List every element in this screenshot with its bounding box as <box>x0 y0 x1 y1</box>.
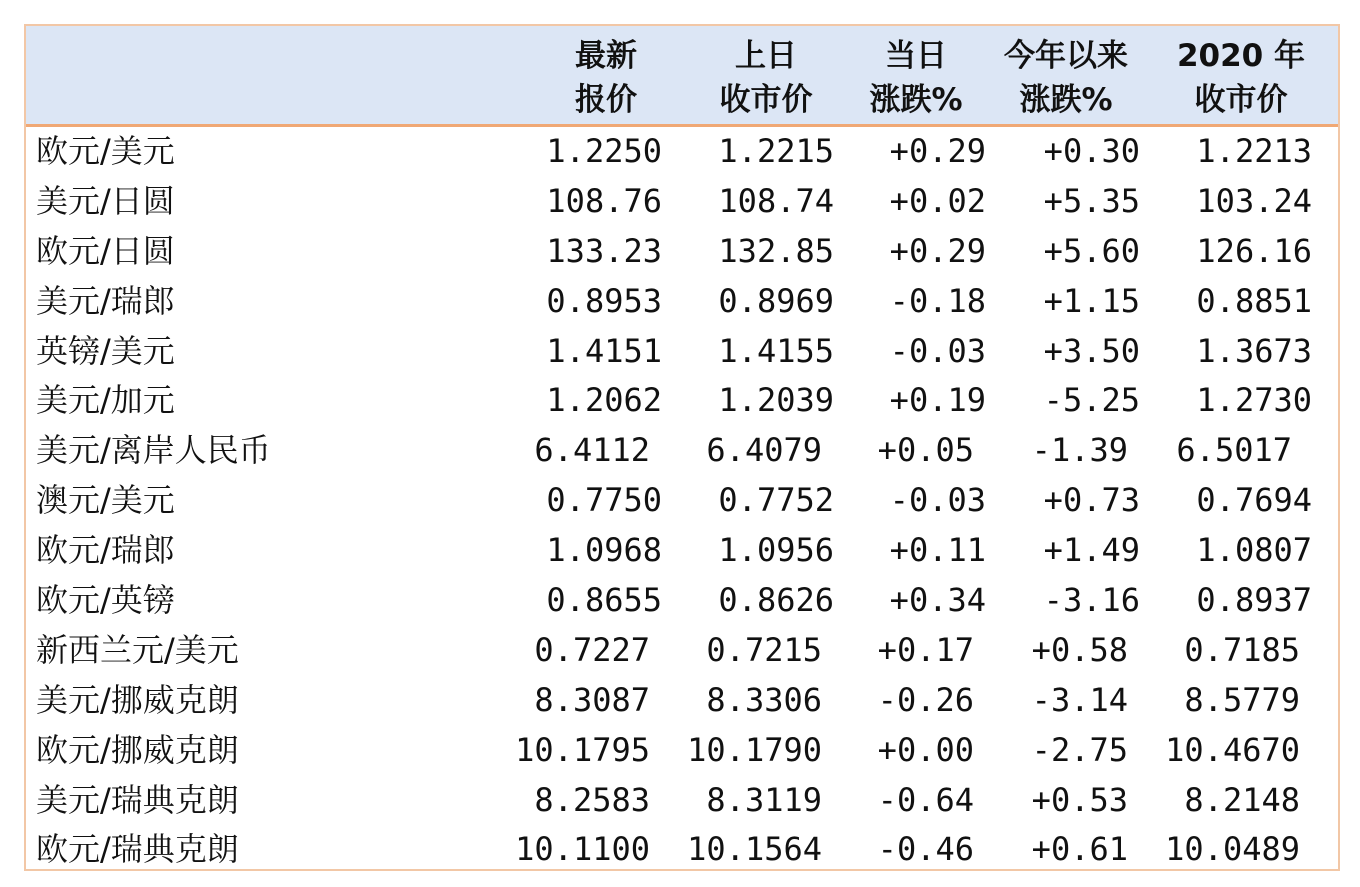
prev-close-cell: 1.2039 <box>718 381 834 420</box>
latest-cell: 10.1795 <box>515 730 650 769</box>
header-ytd-change-line2: 涨跌% <box>1019 82 1113 118</box>
latest-cell: 108.76 <box>546 181 662 220</box>
ytd-change-cell: -5.25 <box>1043 381 1140 420</box>
ytd-change-cell: +0.58 <box>1031 630 1128 669</box>
pair-cell: 欧元/美元 <box>36 132 175 170</box>
ytd-change-cell: +0.61 <box>1031 830 1128 869</box>
day-change-cell: +0.34 <box>889 581 986 620</box>
prev-close-cell: 0.8626 <box>718 581 834 620</box>
pair-cell: 英镑/美元 <box>36 331 175 370</box>
header-prev-close <box>686 34 846 122</box>
day-change-cell: +0.05 <box>877 431 974 470</box>
table-row <box>26 426 1338 476</box>
header-latest-line1: 最新 <box>575 38 637 74</box>
fx-rate-table <box>24 24 1340 871</box>
close-2020-cell: 0.7185 <box>1184 630 1300 669</box>
close-2020-cell: 0.7694 <box>1196 481 1312 520</box>
pair-cell: 美元/离岸人民币 <box>36 431 271 470</box>
day-change-cell: +0.19 <box>889 381 986 420</box>
latest-cell: 10.1100 <box>515 830 650 869</box>
ytd-change-cell: +5.35 <box>1043 181 1140 220</box>
ytd-change-cell: +1.15 <box>1043 281 1140 320</box>
day-change-cell: -0.46 <box>877 830 974 869</box>
table-row <box>26 726 1338 776</box>
table-row <box>26 277 1338 327</box>
header-day-change-line1: 当日 <box>885 38 947 74</box>
day-change-cell: +0.17 <box>877 630 974 669</box>
close-2020-cell: 103.24 <box>1196 181 1312 220</box>
latest-cell: 0.8655 <box>546 581 662 620</box>
day-change-cell: +0.11 <box>889 531 986 570</box>
latest-cell: 0.7750 <box>546 481 662 520</box>
ytd-change-cell: -2.75 <box>1031 730 1128 769</box>
pair-cell: 美元/挪威克朗 <box>36 680 239 719</box>
close-2020-cell: 8.5779 <box>1184 680 1300 719</box>
day-change-cell: +0.00 <box>877 730 974 769</box>
latest-cell: 1.0968 <box>546 531 662 570</box>
prev-close-cell: 108.74 <box>718 181 834 220</box>
close-2020-cell: 10.4670 <box>1165 730 1300 769</box>
pair-cell: 欧元/日圆 <box>36 231 175 270</box>
prev-close-cell: 132.85 <box>718 231 834 270</box>
ytd-change-cell: +3.50 <box>1043 331 1140 370</box>
ytd-change-cell: +1.49 <box>1043 531 1140 570</box>
pair-cell: 美元/加元 <box>36 381 175 420</box>
header-day-change <box>856 34 976 122</box>
close-2020-cell: 6.5017 <box>1176 431 1292 470</box>
header-ytd-change-line1: 今年以来 <box>1004 38 1128 74</box>
table-row <box>26 327 1338 377</box>
ytd-change-cell: +0.30 <box>1043 132 1140 170</box>
table-header <box>26 26 1338 127</box>
pair-cell: 欧元/瑞郎 <box>36 531 175 570</box>
day-change-cell: -0.03 <box>889 331 986 370</box>
ytd-change-cell: -3.16 <box>1043 581 1140 620</box>
prev-close-cell: 0.7215 <box>706 630 822 669</box>
close-2020-cell: 0.8937 <box>1196 581 1312 620</box>
header-latest-line2: 报价 <box>575 82 637 118</box>
header-close-2020 <box>1166 34 1316 122</box>
close-2020-cell: 1.0807 <box>1196 531 1312 570</box>
day-change-cell: -0.18 <box>889 281 986 320</box>
day-change-cell: -0.03 <box>889 481 986 520</box>
day-change-cell: -0.64 <box>877 780 974 819</box>
header-close-2020-line2: 收市价 <box>1194 82 1288 118</box>
day-change-cell: +0.02 <box>889 181 986 220</box>
day-change-cell: -0.26 <box>877 680 974 719</box>
pair-cell: 欧元/挪威克朗 <box>36 730 239 769</box>
latest-cell: 1.2062 <box>546 381 662 420</box>
table-row <box>26 127 1338 177</box>
header-close-2020-line1: 2020 年 <box>1176 38 1306 74</box>
ytd-change-cell: +5.60 <box>1043 231 1140 270</box>
close-2020-cell: 1.2730 <box>1196 381 1312 420</box>
header-prev-close-line1: 上日 <box>735 38 797 74</box>
close-2020-cell: 126.16 <box>1196 231 1312 270</box>
day-change-cell: +0.29 <box>889 132 986 170</box>
latest-cell: 133.23 <box>546 231 662 270</box>
day-change-cell: +0.29 <box>889 231 986 270</box>
table-row <box>26 676 1338 726</box>
prev-close-cell: 10.1790 <box>687 730 822 769</box>
pair-cell: 美元/瑞典克朗 <box>36 780 239 819</box>
table-row <box>26 776 1338 826</box>
header-prev-close-line2: 收市价 <box>719 82 813 118</box>
pair-cell: 欧元/英镑 <box>36 581 175 620</box>
ytd-change-cell: -1.39 <box>1031 431 1128 470</box>
prev-close-cell: 0.7752 <box>718 481 834 520</box>
latest-cell: 6.4112 <box>534 431 650 470</box>
pair-cell: 美元/日圆 <box>36 181 175 220</box>
prev-close-cell: 1.2215 <box>718 132 834 170</box>
pair-cell: 新西兰元/美元 <box>36 630 239 669</box>
latest-cell: 8.2583 <box>534 780 650 819</box>
prev-close-cell: 1.4155 <box>718 331 834 370</box>
latest-cell: 0.8953 <box>546 281 662 320</box>
close-2020-cell: 8.2148 <box>1184 780 1300 819</box>
header-ytd-change <box>991 34 1141 122</box>
ytd-change-cell: -3.14 <box>1031 680 1128 719</box>
table-row <box>26 526 1338 576</box>
prev-close-cell: 6.4079 <box>706 431 822 470</box>
header-day-change-line2: 涨跌% <box>869 82 963 118</box>
prev-close-cell: 8.3119 <box>706 780 822 819</box>
table-body <box>26 127 1338 875</box>
table-row <box>26 476 1338 526</box>
table-row <box>26 177 1338 227</box>
ytd-change-cell: +0.73 <box>1043 481 1140 520</box>
ytd-change-cell: +0.53 <box>1031 780 1128 819</box>
latest-cell: 8.3087 <box>534 680 650 719</box>
pair-cell: 美元/瑞郎 <box>36 281 175 320</box>
latest-cell: 1.4151 <box>546 331 662 370</box>
close-2020-cell: 0.8851 <box>1196 281 1312 320</box>
pair-cell: 欧元/瑞典克朗 <box>36 830 239 869</box>
table-row <box>26 626 1338 676</box>
close-2020-cell: 1.3673 <box>1196 331 1312 370</box>
table-row <box>26 227 1338 277</box>
prev-close-cell: 8.3306 <box>706 680 822 719</box>
latest-cell: 1.2250 <box>546 132 662 170</box>
prev-close-cell: 1.0956 <box>718 531 834 570</box>
table-row <box>26 376 1338 426</box>
table-row <box>26 825 1338 875</box>
prev-close-cell: 10.1564 <box>687 830 822 869</box>
close-2020-cell: 1.2213 <box>1196 132 1312 170</box>
header-latest <box>541 34 671 122</box>
prev-close-cell: 0.8969 <box>718 281 834 320</box>
close-2020-cell: 10.0489 <box>1165 830 1300 869</box>
latest-cell: 0.7227 <box>534 630 650 669</box>
pair-cell: 澳元/美元 <box>36 481 175 520</box>
table-row <box>26 576 1338 626</box>
